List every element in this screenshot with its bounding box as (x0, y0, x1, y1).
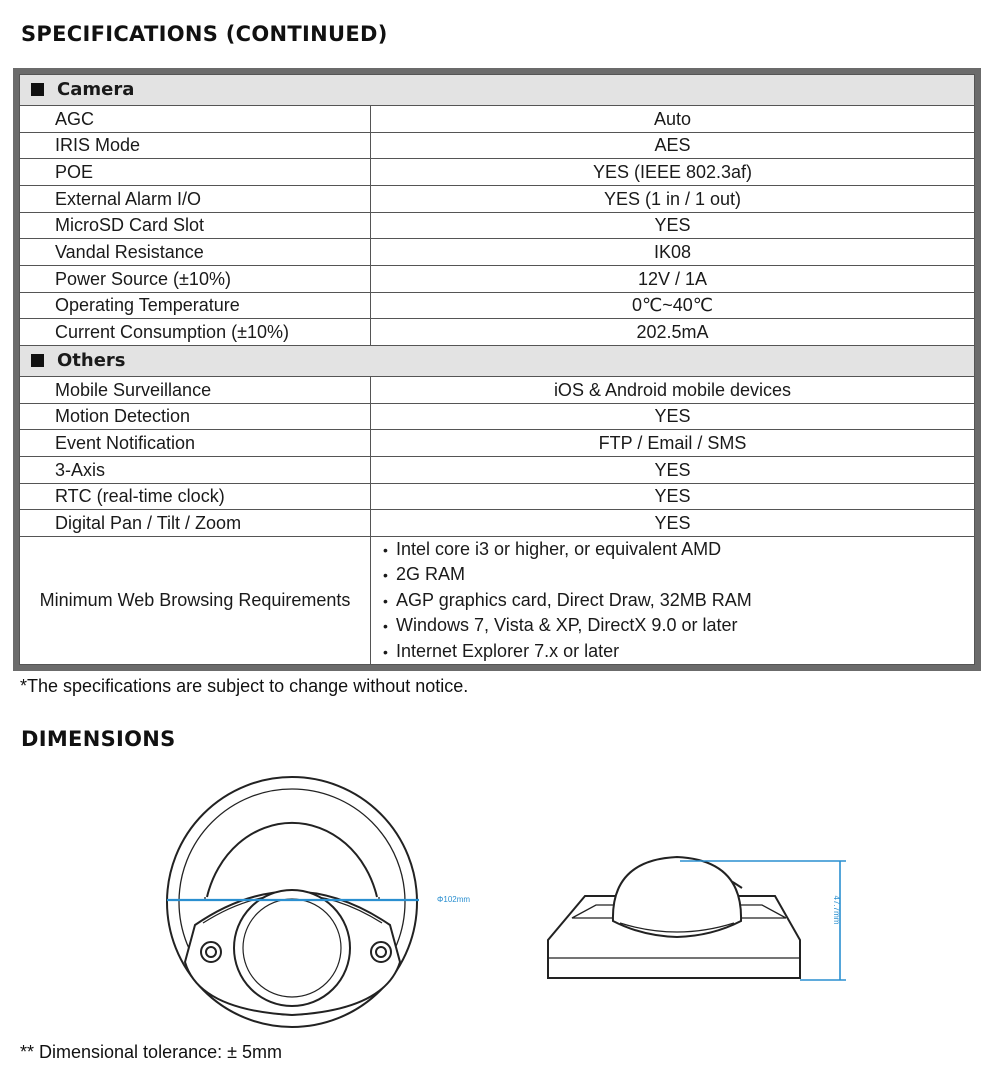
bullet-icon: • (383, 541, 388, 558)
spec-value: AES (371, 132, 975, 159)
spec-value: FTP / Email / SMS (371, 430, 975, 457)
spec-value: YES (371, 212, 975, 239)
spec-value: IK08 (371, 239, 975, 266)
specifications-disclaimer: *The specifications are subject to change without notice. (20, 676, 469, 696)
camera-side-view (548, 857, 800, 978)
spec-label: MicroSD Card Slot (20, 212, 371, 239)
height-label: 47.7mm (832, 895, 841, 925)
spec-label: Power Source (±10%) (20, 265, 371, 292)
requirement-text: 2G RAM (396, 564, 466, 585)
camera-top-view (167, 777, 417, 1027)
spec-value: YES (371, 456, 975, 483)
spec-label: Current Consumption (±10%) (20, 319, 371, 346)
spec-value: 12V / 1A (371, 265, 975, 292)
bullet-icon: • (383, 618, 388, 635)
spec-value: 0℃~40℃ (371, 292, 975, 319)
spec-label: Digital Pan / Tilt / Zoom (20, 510, 371, 537)
requirement-text: Windows 7, Vista & XP, DirectX 9.0 or later (396, 615, 738, 636)
section-title-camera: Camera (57, 79, 135, 100)
section-title-others: Others (57, 349, 126, 371)
spec-value: iOS & Android mobile devices (371, 376, 975, 403)
spec-label: Mobile Surveillance (20, 376, 371, 403)
spec-label: Motion Detection (20, 403, 371, 430)
requirement-text: AGP graphics card, Direct Draw, 32MB RAM (396, 589, 752, 610)
spec-value: 202.5mA (371, 319, 975, 346)
requirements-label: Minimum Web Browsing Requirements (20, 536, 371, 664)
spec-label: 3-Axis (20, 456, 371, 483)
spec-value: YES (IEEE 802.3af) (371, 159, 975, 186)
bullet-icon: • (383, 567, 388, 584)
diameter-label: Φ102mm (437, 895, 471, 904)
dome-lens (234, 890, 350, 1006)
visor-arc (207, 823, 377, 897)
spec-label: AGC (20, 106, 371, 133)
dimensions-heading: DIMENSIONS (21, 727, 176, 751)
bullet-icon: • (383, 592, 388, 609)
spec-label: IRIS Mode (20, 132, 371, 159)
spec-label: External Alarm I/O (20, 185, 371, 212)
requirement-text: Intel core i3 or higher, or equivalent AMD (396, 538, 722, 559)
screw-hole-right (371, 942, 391, 962)
spec-label: Vandal Resistance (20, 239, 371, 266)
spec-value: YES (371, 403, 975, 430)
requirement-text: Internet Explorer 7.x or later (396, 640, 620, 661)
specifications-heading: SPECIFICATIONS (CONTINUED) (21, 22, 388, 46)
spec-label: Operating Temperature (20, 292, 371, 319)
bullet-icon: • (383, 643, 388, 660)
spec-label: RTC (real-time clock) (20, 483, 371, 510)
spec-label: POE (20, 159, 371, 186)
spec-value: YES (371, 483, 975, 510)
spec-label: Event Notification (20, 430, 371, 457)
dimensional-tolerance-note: ** Dimensional tolerance: ± 5mm (20, 1042, 282, 1062)
spec-value: Auto (371, 106, 975, 133)
spec-value: YES (371, 510, 975, 537)
spec-value: YES (1 in / 1 out) (371, 185, 975, 212)
screw-hole-left (201, 942, 221, 962)
